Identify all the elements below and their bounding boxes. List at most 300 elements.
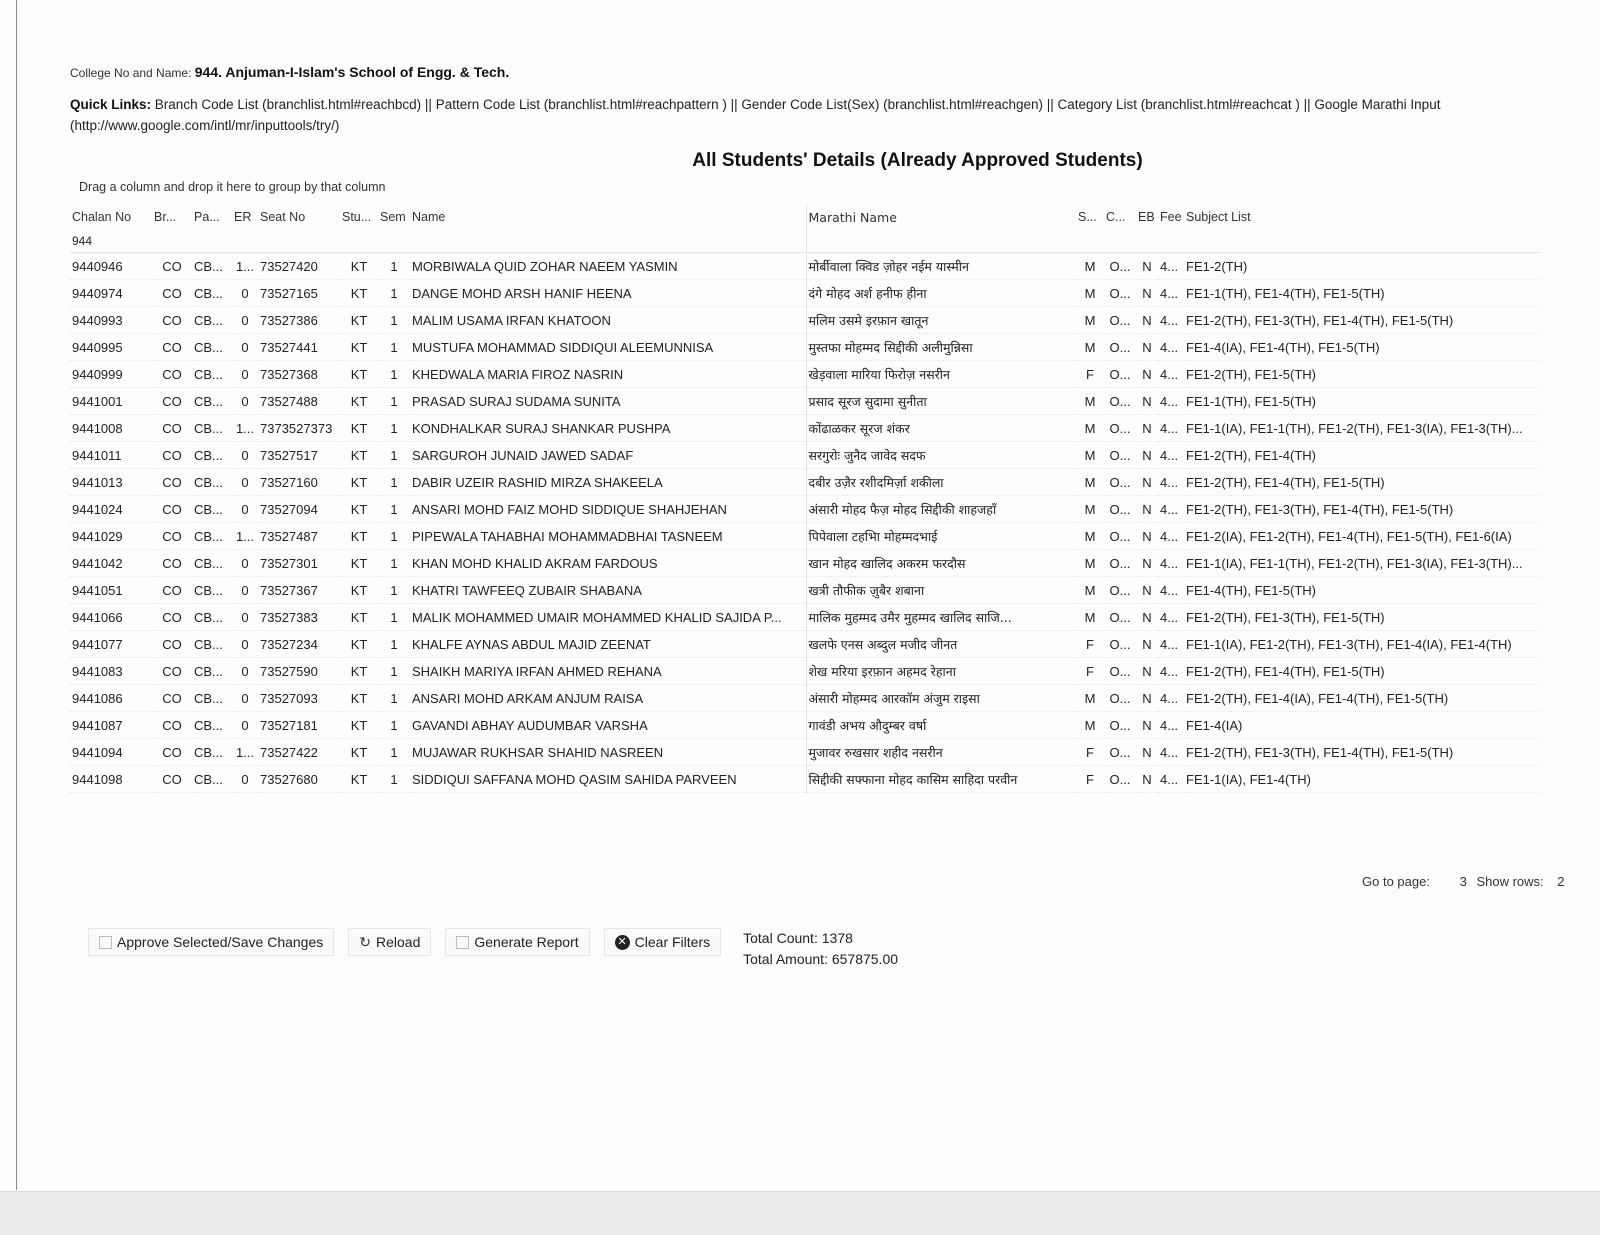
cell-s: M <box>1076 712 1104 739</box>
table-row[interactable] <box>70 658 1540 685</box>
table-row[interactable] <box>70 361 1540 388</box>
cell-s: M <box>1076 523 1104 550</box>
quick-link-separator: || <box>1299 97 1315 112</box>
column-header[interactable]: Sem <box>380 210 406 224</box>
cell-name: MUSTUFA MOHAMMAD SIDDIQUI ALEEMUNNISA <box>410 334 806 361</box>
cell-subjects: FE1-1(TH), FE1-4(TH), FE1-5(TH) <box>1184 280 1540 307</box>
cell-c: O... <box>1104 550 1136 577</box>
cell-stu: KT <box>340 739 378 766</box>
cell-seat: 73527386 <box>258 307 340 334</box>
cell-marathi: प्रसाद सूरज सुदामा सुनीता <box>806 388 1076 415</box>
filter-cell[interactable] <box>806 230 1076 253</box>
cell-subjects: FE1-2(TH), FE1-3(TH), FE1-4(TH), FE1-5(TH) <box>1184 307 1540 334</box>
quick-links-label: Quick Links: <box>70 97 152 112</box>
cell-c: O... <box>1104 307 1136 334</box>
cell-br: CO <box>152 307 192 334</box>
cell-fee: 4... <box>1158 388 1184 415</box>
table-row[interactable] <box>70 739 1540 766</box>
column-header[interactable]: Name <box>412 210 446 224</box>
quick-link[interactable]: Branch Code List (branchlist.html#reachbcd) <box>154 97 422 112</box>
cell-pa: CB... <box>192 631 232 658</box>
cell-fee: 4... <box>1158 604 1184 631</box>
page-corner-line <box>16 0 61 1</box>
total-count: Total Count: 1378 <box>743 930 853 946</box>
cell-sem: 1 <box>378 658 410 685</box>
cell-fee: 4... <box>1158 280 1184 307</box>
cell-marathi: शेख मरिया इरफ़ान अहमद रेहाना <box>806 658 1076 685</box>
quick-links <box>70 94 1595 136</box>
cell-pa: CB... <box>192 253 232 280</box>
cell-name: GAVANDI ABHAY AUDUMBAR VARSHA <box>410 712 806 739</box>
cell-sem: 1 <box>378 685 410 712</box>
cell-br: CO <box>152 712 192 739</box>
filter-cell[interactable] <box>1184 230 1540 253</box>
report-icon <box>456 936 469 949</box>
cell-subjects: FE1-2(TH), FE1-3(TH), FE1-5(TH) <box>1184 604 1540 631</box>
cell-seat: 73527367 <box>258 577 340 604</box>
cell-seat: 73527441 <box>258 334 340 361</box>
cell-eb: N <box>1136 307 1158 334</box>
cell-sem: 1 <box>378 280 410 307</box>
cell-eb: N <box>1136 280 1158 307</box>
pager <box>1362 874 1591 889</box>
cell-br: CO <box>152 415 192 442</box>
filter-cell[interactable] <box>1158 230 1184 253</box>
cell-name: KHEDWALA MARIA FIROZ NASRIN <box>410 361 806 388</box>
cell-seat: 73527590 <box>258 658 340 685</box>
cell-eb: N <box>1136 658 1158 685</box>
cell-s: M <box>1076 577 1104 604</box>
cell-pa: CB... <box>192 604 232 631</box>
page-number-input[interactable]: 3 <box>1459 874 1467 889</box>
cell-chalan: 9441098 <box>70 766 152 793</box>
cell-seat: 73527487 <box>258 523 340 550</box>
cell-subjects: FE1-1(IA), FE1-1(TH), FE1-2(TH), FE1-3(IA), FE1-3(TH)... <box>1184 550 1540 577</box>
cell-s: M <box>1076 280 1104 307</box>
show-rows-select[interactable]: 2 <box>1557 874 1565 889</box>
cell-marathi: दबीर उज़ैर रशीदमिर्ज़ा शकीला <box>806 469 1076 496</box>
cell-seat: 73527422 <box>258 739 340 766</box>
cell-chalan: 9441086 <box>70 685 152 712</box>
table-row[interactable] <box>70 604 1540 631</box>
cell-sem: 1 <box>378 415 410 442</box>
cell-marathi: अंसारी मोहम्मद आरकॉम अंजुम राइसा <box>806 685 1076 712</box>
cell-er: 0 <box>232 766 258 793</box>
column-header[interactable]: Marathi Name <box>806 204 1076 230</box>
cell-stu: KT <box>340 307 378 334</box>
cell-br: CO <box>152 253 192 280</box>
cell-fee: 4... <box>1158 739 1184 766</box>
cell-name: KHATRI TAWFEEQ ZUBAIR SHABANA <box>410 577 806 604</box>
filter-cell[interactable] <box>378 230 410 253</box>
column-header[interactable]: Seat No <box>260 210 306 224</box>
generate-report-button[interactable] <box>445 928 589 956</box>
cell-chalan: 9440946 <box>70 253 152 280</box>
cell-subjects: FE1-2(TH) <box>1184 253 1540 280</box>
cell-er: 0 <box>232 577 258 604</box>
cell-seat: 73527488 <box>258 388 340 415</box>
cell-chalan: 9441083 <box>70 658 152 685</box>
cell-s: M <box>1076 496 1104 523</box>
college-name: 944. Anjuman-I-Islam's School of Engg. & Tech. <box>194 64 510 80</box>
go-to-page-label: Go to page: <box>1362 874 1430 889</box>
cell-eb: N <box>1136 766 1158 793</box>
cell-br: CO <box>152 469 192 496</box>
cell-eb: N <box>1136 415 1158 442</box>
total-amount: Total Amount: 657875.00 <box>743 951 899 967</box>
column-header[interactable]: Fee <box>1160 210 1182 224</box>
cell-eb: N <box>1136 712 1158 739</box>
cell-chalan: 9441087 <box>70 712 152 739</box>
cell-chalan: 9441011 <box>70 442 152 469</box>
cell-eb: N <box>1136 442 1158 469</box>
cell-name: MALIK MOHAMMED UMAIR MOHAMMED KHALID SAJIDA P... <box>410 604 806 631</box>
approve-icon <box>99 936 112 949</box>
cell-s: M <box>1076 253 1104 280</box>
cell-marathi: खलफे एनस अब्दुल मजीद जीनत <box>806 631 1076 658</box>
cell-pa: CB... <box>192 280 232 307</box>
cell-marathi: गावंडी अभय औदुम्बर वर्षा <box>806 712 1076 739</box>
cell-name: ANSARI MOHD FAIZ MOHD SIDDIQUE SHAHJEHAN <box>410 496 806 523</box>
cell-name: ANSARI MOHD ARKAM ANJUM RAISA <box>410 685 806 712</box>
cell-pa: CB... <box>192 712 232 739</box>
reload-button[interactable] <box>348 928 431 956</box>
cell-subjects: FE1-4(TH), FE1-5(TH) <box>1184 577 1540 604</box>
cell-er: 1... <box>232 253 258 280</box>
cell-s: M <box>1076 604 1104 631</box>
cell-s: F <box>1076 631 1104 658</box>
cell-chalan: 9441094 <box>70 739 152 766</box>
table-row[interactable] <box>70 388 1540 415</box>
cell-stu: KT <box>340 766 378 793</box>
cell-fee: 4... <box>1158 712 1184 739</box>
cell-subjects: FE1-2(TH), FE1-4(TH), FE1-5(TH) <box>1184 658 1540 685</box>
cell-pa: CB... <box>192 739 232 766</box>
cell-er: 0 <box>232 280 258 307</box>
cell-fee: 4... <box>1158 361 1184 388</box>
cell-name: KHALFE AYNAS ABDUL MAJID ZEENAT <box>410 631 806 658</box>
cell-br: CO <box>152 523 192 550</box>
cell-subjects: FE1-2(TH), FE1-3(TH), FE1-4(TH), FE1-5(TH) <box>1184 739 1540 766</box>
cell-chalan: 9440974 <box>70 280 152 307</box>
cell-er: 0 <box>232 631 258 658</box>
cell-sem: 1 <box>378 577 410 604</box>
table-row[interactable] <box>70 523 1540 550</box>
cell-sem: 1 <box>378 334 410 361</box>
cell-fee: 4... <box>1158 685 1184 712</box>
cell-name: DABIR UZEIR RASHID MIRZA SHAKEELA <box>410 469 806 496</box>
filter-cell[interactable] <box>232 230 258 253</box>
cell-br: CO <box>152 550 192 577</box>
cell-er: 0 <box>232 658 258 685</box>
cell-pa: CB... <box>192 685 232 712</box>
cell-er: 0 <box>232 685 258 712</box>
cell-s: F <box>1076 658 1104 685</box>
cell-eb: N <box>1136 523 1158 550</box>
cell-fee: 4... <box>1158 577 1184 604</box>
scan-bottom-band <box>0 1191 1600 1235</box>
page-edge <box>16 0 17 1190</box>
cell-pa: CB... <box>192 415 232 442</box>
cell-s: F <box>1076 361 1104 388</box>
cell-stu: KT <box>340 442 378 469</box>
cell-pa: CB... <box>192 307 232 334</box>
cell-marathi: खान मोहद खालिद अकरम फरदौस <box>806 550 1076 577</box>
cell-stu: KT <box>340 550 378 577</box>
reload-icon: ↻ <box>359 933 371 950</box>
cell-er: 0 <box>232 334 258 361</box>
approve-button[interactable] <box>88 928 334 956</box>
cell-fee: 4... <box>1158 550 1184 577</box>
cell-subjects: FE1-4(IA) <box>1184 712 1540 739</box>
cell-seat: 73527181 <box>258 712 340 739</box>
cell-sem: 1 <box>378 253 410 280</box>
filter-cell[interactable] <box>192 230 232 253</box>
quick-link[interactable]: Category List (branchlist.html#reachcat ) <box>1057 97 1300 112</box>
approve-label: Approve Selected/Save Changes <box>117 934 324 950</box>
cell-fee: 4... <box>1158 253 1184 280</box>
cell-fee: 4... <box>1158 442 1184 469</box>
cell-s: F <box>1076 739 1104 766</box>
cell-seat: 73527234 <box>258 631 340 658</box>
table-row[interactable] <box>70 334 1540 361</box>
cell-marathi: मलिम उसमे इरफ़ान खातून <box>806 307 1076 334</box>
cell-pa: CB... <box>192 334 232 361</box>
cell-br: CO <box>152 361 192 388</box>
cell-br: CO <box>152 280 192 307</box>
cell-fee: 4... <box>1158 496 1184 523</box>
cell-fee: 4... <box>1158 631 1184 658</box>
cell-seat: 73527094 <box>258 496 340 523</box>
column-header[interactable]: EB <box>1138 210 1155 224</box>
table-row[interactable] <box>70 415 1540 442</box>
college-label: College No and Name: <box>70 66 192 80</box>
cell-er: 0 <box>232 496 258 523</box>
cell-eb: N <box>1136 631 1158 658</box>
cell-c: O... <box>1104 496 1136 523</box>
cell-marathi: खेड़वाला मारिया फिरोज़ नसरीन <box>806 361 1076 388</box>
cell-br: CO <box>152 577 192 604</box>
cell-eb: N <box>1136 361 1158 388</box>
column-header[interactable]: Pa... <box>194 210 220 224</box>
cell-c: O... <box>1104 766 1136 793</box>
table-row[interactable] <box>70 766 1540 793</box>
cell-eb: N <box>1136 739 1158 766</box>
cell-sem: 1 <box>378 550 410 577</box>
cell-seat: 73527368 <box>258 361 340 388</box>
cell-name: SIDDIQUI SAFFANA MOHD QASIM SAHIDA PARVEEN <box>410 766 806 793</box>
cell-marathi: मुस्तफा मोहम्मद सिद्दीकी अलीमुन्निसा <box>806 334 1076 361</box>
column-header[interactable]: S... <box>1078 210 1097 224</box>
cell-stu: KT <box>340 415 378 442</box>
cell-stu: KT <box>340 388 378 415</box>
cell-stu: KT <box>340 523 378 550</box>
cell-br: CO <box>152 334 192 361</box>
table-row[interactable] <box>70 577 1540 604</box>
cell-pa: CB... <box>192 577 232 604</box>
group-drop-zone[interactable]: Drag a column and drop it here to group by that column <box>79 180 386 194</box>
cell-sem: 1 <box>378 361 410 388</box>
cell-seat: 73527420 <box>258 253 340 280</box>
quick-link[interactable]: Google Marathi Input (http://www.google.com/intl/mr/inputtools/try/) <box>70 97 1441 133</box>
cell-stu: KT <box>340 469 378 496</box>
filter-cell[interactable] <box>258 230 340 253</box>
cell-sem: 1 <box>378 523 410 550</box>
cell-er: 0 <box>232 712 258 739</box>
cell-sem: 1 <box>378 388 410 415</box>
cell-subjects: FE1-2(TH), FE1-4(IA), FE1-4(TH), FE1-5(TH) <box>1184 685 1540 712</box>
cell-name: MALIM USAMA IRFAN KHATOON <box>410 307 806 334</box>
cell-sem: 1 <box>378 739 410 766</box>
table-row[interactable] <box>70 253 1540 280</box>
filter-cell[interactable] <box>1104 230 1136 253</box>
cell-br: CO <box>152 631 192 658</box>
filter-cell[interactable] <box>152 230 192 253</box>
cell-stu: KT <box>340 631 378 658</box>
table-row[interactable] <box>70 280 1540 307</box>
grid-header <box>70 204 1540 230</box>
cell-marathi: दंगे मोहद अर्श हनीफ हीना <box>806 280 1076 307</box>
cell-er: 0 <box>232 604 258 631</box>
cell-s: F <box>1076 766 1104 793</box>
cell-chalan: 9441042 <box>70 550 152 577</box>
totals <box>743 928 898 970</box>
cell-subjects: FE1-2(IA), FE1-2(TH), FE1-4(TH), FE1-5(TH), FE1-6(IA) <box>1184 523 1540 550</box>
cell-fee: 4... <box>1158 766 1184 793</box>
cell-chalan: 9441077 <box>70 631 152 658</box>
table-row[interactable] <box>70 550 1540 577</box>
cell-fee: 4... <box>1158 523 1184 550</box>
cell-br: CO <box>152 739 192 766</box>
cell-sem: 1 <box>378 496 410 523</box>
cell-stu: KT <box>340 658 378 685</box>
cell-marathi: अंसारी मोहद फैज़ मोहद सिद्दीकी शाहजहाँ <box>806 496 1076 523</box>
cell-name: KONDHALKAR SURAJ SHANKAR PUSHPA <box>410 415 806 442</box>
cell-eb: N <box>1136 577 1158 604</box>
column-header[interactable]: Chalan No <box>72 210 132 224</box>
cell-chalan: 9441029 <box>70 523 152 550</box>
cell-pa: CB... <box>192 550 232 577</box>
cell-er: 0 <box>232 469 258 496</box>
cell-fee: 4... <box>1158 658 1184 685</box>
cell-subjects: FE1-2(TH), FE1-4(TH), FE1-5(TH) <box>1184 469 1540 496</box>
cell-seat: 73527165 <box>258 280 340 307</box>
cell-subjects: FE1-1(TH), FE1-5(TH) <box>1184 388 1540 415</box>
cell-seat: 73527680 <box>258 766 340 793</box>
cell-er: 1... <box>232 739 258 766</box>
cell-chalan: 9440999 <box>70 361 152 388</box>
cell-chalan: 9441001 <box>70 388 152 415</box>
cell-marathi: कोंढाळकर सूरज शंकर <box>806 415 1076 442</box>
cell-marathi: पिपेवाला टहभिा मोहम्मदभाई <box>806 523 1076 550</box>
cell-eb: N <box>1136 496 1158 523</box>
students-grid <box>70 204 1540 793</box>
filter-cell[interactable] <box>1076 230 1104 253</box>
cell-subjects: FE1-2(TH), FE1-5(TH) <box>1184 361 1540 388</box>
column-header[interactable]: Br... <box>154 210 177 224</box>
cell-eb: N <box>1136 604 1158 631</box>
cell-seat: 73527383 <box>258 604 340 631</box>
column-header[interactable]: Stu... <box>342 210 372 224</box>
cell-chalan: 9441066 <box>70 604 152 631</box>
filter-row <box>70 230 1540 253</box>
table-row[interactable] <box>70 712 1540 739</box>
cell-br: CO <box>152 685 192 712</box>
cell-er: 0 <box>232 550 258 577</box>
cell-stu: KT <box>340 253 378 280</box>
cell-subjects: FE1-1(IA), FE1-1(TH), FE1-2(TH), FE1-3(IA), FE1-3(TH)... <box>1184 415 1540 442</box>
clear-filters-button[interactable] <box>604 928 721 956</box>
cell-pa: CB... <box>192 442 232 469</box>
cell-name: KHAN MOHD KHALID AKRAM FARDOUS <box>410 550 806 577</box>
cell-c: O... <box>1104 604 1136 631</box>
filter-chalan[interactable]: 944 <box>70 230 152 253</box>
cell-s: M <box>1076 469 1104 496</box>
filter-cell[interactable] <box>410 230 806 253</box>
cell-c: O... <box>1104 253 1136 280</box>
cell-s: M <box>1076 334 1104 361</box>
column-header[interactable]: Subject List <box>1186 210 1251 224</box>
cell-fee: 4... <box>1158 307 1184 334</box>
cell-pa: CB... <box>192 496 232 523</box>
cell-stu: KT <box>340 361 378 388</box>
cell-c: O... <box>1104 334 1136 361</box>
filter-cell[interactable] <box>1136 230 1158 253</box>
cell-s: M <box>1076 388 1104 415</box>
cell-pa: CB... <box>192 766 232 793</box>
cell-stu: KT <box>340 577 378 604</box>
cell-subjects: FE1-2(TH), FE1-3(TH), FE1-4(TH), FE1-5(TH) <box>1184 496 1540 523</box>
cell-chalan: 9440995 <box>70 334 152 361</box>
cell-stu: KT <box>340 685 378 712</box>
cell-er: 0 <box>232 361 258 388</box>
quick-link[interactable]: Pattern Code List (branchlist.html#reachpattern ) <box>435 97 727 112</box>
cell-br: CO <box>152 658 192 685</box>
cell-seat: 73527160 <box>258 469 340 496</box>
cell-seat: 7373527373 <box>258 415 340 442</box>
cell-eb: N <box>1136 550 1158 577</box>
cell-br: CO <box>152 766 192 793</box>
quick-link-separator: || <box>726 97 742 112</box>
table-row[interactable] <box>70 496 1540 523</box>
cell-c: O... <box>1104 388 1136 415</box>
cell-er: 1... <box>232 523 258 550</box>
table-row[interactable] <box>70 307 1540 334</box>
cell-eb: N <box>1136 253 1158 280</box>
filter-cell[interactable] <box>340 230 378 253</box>
cell-pa: CB... <box>192 523 232 550</box>
table-row[interactable] <box>70 631 1540 658</box>
page-title: All Students' Details (Already Approved Students) <box>692 150 1143 171</box>
cell-chalan: 9440993 <box>70 307 152 334</box>
cell-s: M <box>1076 307 1104 334</box>
college-info <box>70 64 1595 80</box>
cell-subjects: FE1-1(IA), FE1-2(TH), FE1-3(TH), FE1-4(IA), FE1-4(TH) <box>1184 631 1540 658</box>
column-header[interactable]: ER <box>234 210 252 224</box>
cell-seat: 73527301 <box>258 550 340 577</box>
table-row[interactable] <box>70 469 1540 496</box>
column-header[interactable]: C... <box>1106 210 1126 224</box>
cell-eb: N <box>1136 334 1158 361</box>
cell-sem: 1 <box>378 307 410 334</box>
cell-sem: 1 <box>378 766 410 793</box>
clear-icon: ✕ <box>615 935 630 950</box>
table-row[interactable] <box>70 442 1540 469</box>
quick-link[interactable]: Gender Code List(Sex) (branchlist.html#reachgen) <box>741 97 1043 112</box>
cell-er: 0 <box>232 307 258 334</box>
table-row[interactable] <box>70 685 1540 712</box>
cell-name: PRASAD SURAJ SUDAMA SUNITA <box>410 388 806 415</box>
